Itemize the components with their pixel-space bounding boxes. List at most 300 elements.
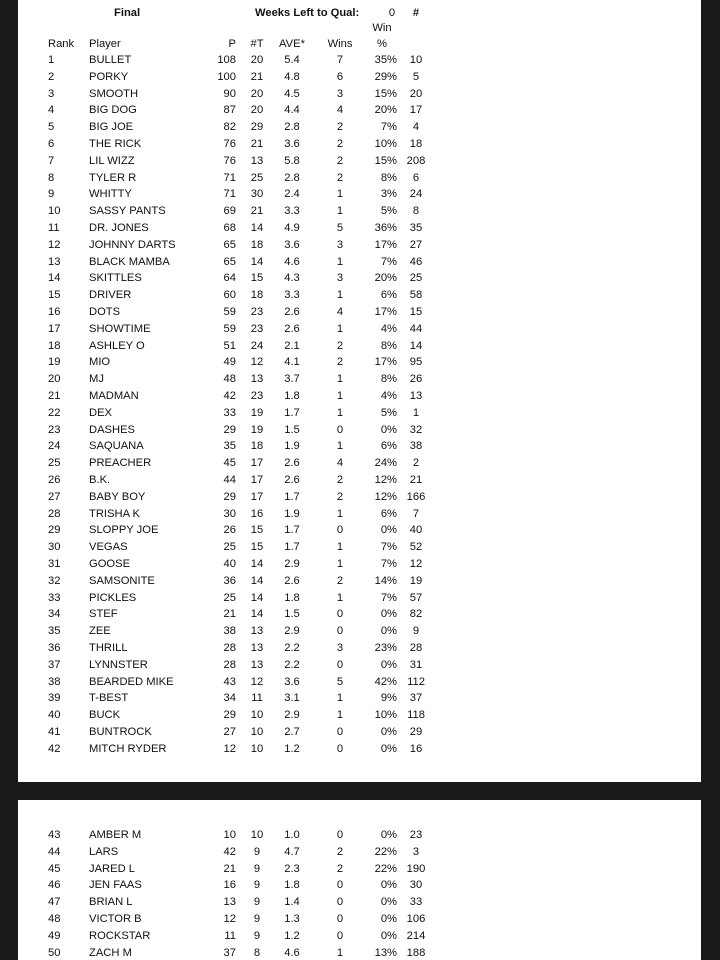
- cell-p: 49: [223, 356, 236, 369]
- win-header-top: Win: [372, 22, 392, 34]
- cell-p: 26: [223, 524, 236, 537]
- cell-p: 29: [223, 423, 236, 436]
- cell-player: JARED L: [89, 862, 136, 875]
- id-column-hash: #: [412, 7, 420, 19]
- cell-wins: 1: [336, 507, 344, 520]
- cell-t: 18: [250, 289, 264, 302]
- cell-id: 28: [409, 642, 423, 654]
- cell-wins: 1: [336, 541, 344, 554]
- cell-ave: 1.7: [284, 541, 300, 554]
- cell-rank: 37: [48, 658, 61, 671]
- cell-id: 5: [412, 70, 420, 83]
- cell-id: 20: [409, 87, 423, 100]
- points-header: P: [228, 38, 236, 50]
- cell-rank: 9: [48, 188, 55, 201]
- cell-wins: 1: [336, 289, 344, 302]
- average-header: AVE*: [279, 38, 305, 50]
- cell-ave: 4.5: [284, 87, 300, 100]
- cell-p: 43: [223, 675, 236, 688]
- cell-rank: 11: [48, 222, 60, 234]
- cell-player: TRISHA K: [89, 507, 140, 520]
- wins-header: Wins: [327, 38, 353, 50]
- cell-id: 31: [409, 658, 423, 671]
- cell-p: 82: [223, 121, 236, 134]
- cell-winpct: 5%: [380, 406, 397, 419]
- cell-id: 33: [409, 896, 423, 909]
- cell-rank: 40: [48, 709, 61, 722]
- cell-winpct: 12%: [374, 490, 397, 503]
- cell-ave: 2.8: [284, 121, 300, 134]
- cell-t: 21: [250, 70, 264, 83]
- cell-player: ZEE: [89, 625, 111, 638]
- cell-t: 10: [250, 726, 264, 738]
- cell-rank: 22: [48, 406, 61, 419]
- cell-id: 19: [409, 574, 423, 587]
- cell-wins: 4: [336, 306, 344, 318]
- cell-id: 95: [409, 356, 423, 369]
- cell-p: 21: [223, 608, 236, 621]
- cell-ave: 1.8: [284, 879, 300, 892]
- cell-rank: 15: [48, 289, 61, 302]
- cell-wins: 1: [336, 709, 344, 722]
- cell-p: 36: [223, 574, 236, 587]
- cell-rank: 41: [48, 726, 61, 738]
- cell-ave: 5.4: [284, 54, 300, 66]
- cell-id: 3: [412, 845, 420, 858]
- cell-t: 14: [250, 222, 264, 234]
- cell-rank: 27: [48, 490, 61, 503]
- cell-id: 118: [407, 709, 425, 722]
- cell-id: 8: [412, 205, 420, 218]
- cell-id: 44: [409, 322, 423, 335]
- cell-p: 65: [223, 255, 236, 268]
- cell-winpct: 22%: [374, 845, 397, 858]
- cell-wins: 1: [336, 373, 344, 386]
- cell-player: SASSY PANTS: [89, 205, 166, 218]
- cell-p: 42: [223, 845, 236, 858]
- cell-p: 51: [223, 339, 236, 352]
- cell-id: 24: [409, 188, 423, 201]
- cell-t: 20: [250, 87, 264, 100]
- cell-ave: 4.1: [284, 356, 300, 369]
- cell-winpct: 9%: [380, 692, 397, 705]
- cell-player: T-BEST: [89, 692, 129, 705]
- cell-player: LIL WIZZ: [89, 154, 135, 167]
- cell-player: THRILL: [89, 642, 128, 654]
- cell-rank: 46: [48, 879, 61, 892]
- cell-p: 16: [223, 879, 236, 892]
- cell-player: BEARDED MIKE: [89, 675, 174, 688]
- cell-winpct: 6%: [380, 507, 397, 520]
- cell-t: 13: [250, 658, 264, 671]
- tournaments-header: #T: [250, 38, 264, 50]
- cell-ave: 3.3: [284, 289, 300, 302]
- cell-p: 108: [217, 54, 236, 66]
- cell-t: 14: [250, 591, 264, 604]
- cell-id: 15: [409, 306, 423, 318]
- cell-wins: 0: [336, 423, 344, 436]
- cell-rank: 48: [48, 913, 61, 925]
- cell-p: 59: [223, 322, 236, 335]
- cell-wins: 1: [336, 188, 344, 201]
- cell-wins: 2: [336, 574, 344, 587]
- cell-rank: 17: [48, 322, 61, 335]
- cell-player: SAMSONITE: [89, 574, 155, 587]
- cell-ave: 2.6: [284, 306, 300, 318]
- cell-ave: 1.3: [284, 913, 300, 925]
- cell-t: 15: [250, 541, 264, 554]
- cell-ave: 4.9: [284, 222, 300, 234]
- cell-t: 17: [250, 474, 264, 486]
- cell-id: 13: [409, 390, 423, 402]
- cell-id: 29: [409, 726, 423, 738]
- cell-id: 58: [409, 289, 423, 302]
- cell-winpct: 7%: [380, 591, 397, 604]
- cell-p: 45: [223, 457, 236, 470]
- cell-player: LYNNSTER: [89, 658, 148, 671]
- cell-rank: 31: [48, 558, 61, 570]
- cell-player: GOOSE: [89, 558, 131, 570]
- cell-wins: 2: [336, 121, 344, 134]
- cell-p: 27: [223, 726, 236, 738]
- cell-p: 34: [223, 692, 236, 705]
- cell-wins: 0: [336, 879, 344, 892]
- cell-winpct: 7%: [380, 541, 397, 554]
- cell-p: 42: [223, 390, 236, 402]
- weeks-left-value: 0: [388, 7, 396, 19]
- cell-ave: 2.9: [284, 709, 300, 722]
- cell-id: 2: [412, 457, 420, 470]
- cell-winpct: 0%: [380, 658, 397, 671]
- cell-p: 38: [223, 625, 236, 638]
- cell-t: 15: [250, 524, 264, 537]
- cell-player: MADMAN: [89, 390, 139, 402]
- cell-winpct: 36%: [374, 222, 397, 234]
- cell-rank: 24: [48, 440, 61, 453]
- cell-id: 37: [409, 692, 423, 705]
- cell-winpct: 6%: [380, 440, 397, 453]
- cell-wins: 1: [336, 558, 344, 570]
- cell-p: 12: [223, 742, 236, 755]
- cell-id: 106: [406, 913, 426, 925]
- cell-ave: 1.9: [284, 507, 300, 520]
- cell-ave: 1.5: [284, 423, 300, 436]
- cell-t: 14: [250, 608, 264, 621]
- cell-p: 37: [223, 946, 236, 959]
- cell-t: 19: [250, 406, 264, 419]
- cell-id: 57: [409, 591, 423, 604]
- cell-winpct: 17%: [374, 356, 397, 369]
- cell-ave: 3.6: [284, 138, 300, 150]
- cell-rank: 43: [48, 829, 61, 841]
- cell-winpct: 20%: [374, 104, 397, 117]
- cell-ave: 1.2: [284, 929, 300, 942]
- cell-id: 23: [409, 829, 423, 841]
- cell-ave: 1.5: [284, 608, 300, 621]
- cell-t: 29: [250, 121, 264, 134]
- cell-winpct: 6%: [380, 289, 397, 302]
- cell-p: 59: [223, 306, 236, 318]
- cell-winpct: 0%: [380, 625, 397, 638]
- cell-winpct: 17%: [374, 306, 397, 318]
- cell-player: MITCH RYDER: [89, 742, 167, 755]
- cell-t: 13: [250, 625, 264, 638]
- cell-rank: 23: [48, 423, 61, 436]
- cell-winpct: 0%: [380, 423, 397, 436]
- cell-id: 18: [409, 138, 423, 150]
- cell-rank: 25: [48, 457, 61, 470]
- cell-player: B.K.: [89, 474, 111, 486]
- cell-wins: 2: [336, 171, 344, 184]
- cell-winpct: 10%: [374, 138, 397, 150]
- cell-winpct: 12%: [374, 474, 397, 486]
- cell-t: 9: [253, 896, 261, 909]
- cell-winpct: 15%: [374, 87, 397, 100]
- cell-player: PICKLES: [89, 591, 137, 604]
- cell-p: 30: [223, 507, 236, 520]
- cell-winpct: 0%: [380, 726, 397, 738]
- cell-player: PORKY: [89, 70, 129, 83]
- cell-player: DOTS: [89, 306, 121, 318]
- cell-t: 21: [250, 138, 264, 150]
- cell-ave: 2.4: [284, 188, 300, 201]
- cell-winpct: 42%: [374, 675, 397, 688]
- cell-t: 13: [250, 373, 264, 386]
- cell-ave: 3.3: [284, 205, 300, 218]
- cell-t: 17: [250, 457, 264, 470]
- cell-player: SMOOTH: [89, 87, 139, 100]
- cell-id: 190: [406, 862, 426, 875]
- cell-winpct: 24%: [374, 457, 397, 470]
- cell-wins: 0: [336, 929, 344, 942]
- cell-t: 15: [250, 272, 264, 285]
- cell-t: 9: [253, 862, 261, 875]
- cell-p: 35: [223, 440, 236, 453]
- cell-player: MIO: [89, 356, 111, 369]
- sheet-title: Final: [114, 7, 141, 19]
- cell-id: 112: [407, 675, 425, 688]
- cell-p: 71: [223, 188, 236, 201]
- cell-wins: 0: [336, 524, 344, 537]
- cell-t: 19: [250, 423, 264, 436]
- cell-winpct: 22%: [374, 862, 397, 875]
- cell-rank: 16: [48, 306, 61, 318]
- cell-p: 13: [223, 896, 236, 909]
- cell-wins: 2: [336, 490, 344, 503]
- cell-p: 65: [223, 238, 236, 251]
- cell-t: 14: [250, 574, 264, 587]
- cell-player: WHITTY: [89, 188, 132, 201]
- cell-wins: 0: [336, 658, 344, 671]
- cell-rank: 12: [48, 238, 61, 251]
- cell-player: BUCK: [89, 709, 121, 722]
- cell-wins: 7: [336, 54, 344, 66]
- cell-player: SLOPPY JOE: [89, 524, 159, 537]
- cell-player: LARS: [89, 845, 119, 858]
- cell-ave: 1.0: [284, 829, 300, 841]
- cell-t: 25: [250, 171, 264, 184]
- cell-p: 33: [223, 406, 236, 419]
- player-header: Player: [89, 38, 121, 50]
- cell-player: BRIAN L: [89, 896, 133, 909]
- cell-t: 10: [250, 829, 264, 841]
- cell-t: 10: [250, 742, 264, 755]
- cell-player: PREACHER: [89, 457, 152, 470]
- cell-wins: 0: [336, 726, 344, 738]
- cell-ave: 4.3: [284, 272, 300, 285]
- cell-wins: 2: [336, 356, 344, 369]
- cell-rank: 30: [48, 541, 61, 554]
- cell-p: 44: [223, 474, 236, 486]
- cell-rank: 28: [48, 507, 61, 520]
- cell-wins: 4: [336, 457, 344, 470]
- cell-winpct: 0%: [380, 929, 397, 942]
- cell-rank: 47: [48, 896, 61, 909]
- cell-ave: 2.8: [284, 171, 300, 184]
- cell-id: 14: [409, 339, 423, 352]
- cell-rank: 4: [48, 104, 55, 117]
- cell-wins: 2: [336, 339, 344, 352]
- cell-id: 32: [409, 423, 423, 436]
- cell-p: 10: [223, 829, 236, 841]
- cell-ave: 1.8: [284, 591, 300, 604]
- cell-wins: 1: [336, 946, 344, 959]
- cell-t: 14: [250, 558, 264, 570]
- cell-wins: 6: [336, 70, 344, 83]
- cell-t: 23: [250, 306, 264, 318]
- cell-id: 166: [406, 490, 426, 503]
- cell-wins: 3: [336, 642, 344, 654]
- cell-rank: 34: [48, 608, 61, 621]
- cell-ave: 2.6: [284, 322, 300, 335]
- cell-id: 188: [406, 946, 426, 959]
- cell-rank: 42: [48, 742, 61, 755]
- cell-player: BABY BOY: [89, 490, 146, 503]
- cell-winpct: 7%: [380, 121, 397, 134]
- cell-ave: 2.3: [284, 862, 300, 875]
- cell-winpct: 0%: [380, 524, 397, 537]
- cell-t: 12: [250, 356, 264, 369]
- cell-p: 11: [224, 929, 236, 942]
- cell-rank: 49: [48, 929, 61, 942]
- cell-ave: 2.2: [284, 658, 300, 671]
- cell-id: 21: [409, 474, 423, 486]
- cell-rank: 32: [48, 574, 61, 587]
- cell-id: 208: [406, 154, 426, 167]
- cell-ave: 2.1: [284, 339, 300, 352]
- cell-wins: 1: [336, 406, 344, 419]
- cell-t: 9: [253, 845, 261, 858]
- cell-player: BULLET: [89, 54, 132, 66]
- cell-p: 69: [223, 205, 236, 218]
- cell-winpct: 15%: [374, 154, 397, 167]
- cell-winpct: 4%: [380, 390, 397, 402]
- cell-t: 13: [250, 642, 264, 654]
- cell-rank: 50: [48, 946, 61, 959]
- cell-t: 9: [253, 929, 261, 942]
- cell-t: 18: [250, 440, 264, 453]
- cell-player: DEX: [89, 406, 113, 419]
- cell-p: 71: [223, 171, 236, 184]
- cell-id: 27: [409, 238, 423, 251]
- cell-ave: 1.7: [284, 406, 300, 419]
- cell-ave: 3.7: [284, 373, 300, 386]
- cell-id: 9: [412, 625, 420, 638]
- cell-ave: 4.7: [284, 845, 300, 858]
- cell-id: 82: [409, 608, 423, 621]
- cell-p: 48: [223, 373, 236, 386]
- cell-p: 28: [223, 658, 236, 671]
- cell-ave: 2.9: [284, 625, 300, 638]
- cell-player: THE RICK: [89, 138, 142, 150]
- cell-t: 9: [253, 879, 261, 892]
- standings-sheet-page-2: [18, 800, 701, 960]
- cell-player: MJ: [89, 373, 104, 386]
- cell-player: ZACH M: [89, 946, 132, 959]
- cell-player: SAQUANA: [89, 440, 144, 453]
- cell-ave: 1.9: [284, 440, 300, 453]
- cell-wins: 2: [336, 845, 344, 858]
- cell-t: 18: [250, 238, 264, 251]
- cell-p: 25: [223, 591, 236, 604]
- cell-wins: 5: [336, 675, 344, 688]
- cell-wins: 2: [336, 138, 344, 150]
- cell-p: 100: [217, 70, 236, 83]
- cell-p: 68: [223, 222, 236, 234]
- cell-player: JOHNNY DARTS: [89, 238, 176, 251]
- cell-p: 25: [223, 541, 236, 554]
- cell-id: 214: [406, 929, 426, 942]
- cell-wins: 0: [336, 896, 344, 909]
- cell-id: 40: [409, 524, 423, 537]
- cell-wins: 0: [336, 742, 344, 755]
- cell-rank: 29: [48, 524, 61, 537]
- cell-p: 87: [223, 104, 236, 117]
- cell-rank: 8: [48, 171, 55, 184]
- cell-rank: 36: [48, 642, 61, 654]
- cell-wins: 1: [336, 255, 344, 268]
- cell-id: 30: [409, 879, 423, 892]
- cell-t: 16: [250, 507, 264, 520]
- cell-t: 23: [250, 322, 264, 335]
- cell-player: BUNTROCK: [89, 726, 152, 738]
- cell-winpct: 0%: [380, 829, 397, 841]
- cell-rank: 2: [48, 70, 55, 83]
- cell-p: 12: [223, 913, 236, 925]
- cell-wins: 5: [336, 222, 344, 234]
- cell-ave: 4.4: [284, 104, 300, 117]
- cell-player: AMBER M: [89, 829, 142, 841]
- cell-ave: 3.6: [284, 238, 300, 251]
- cell-winpct: 0%: [380, 879, 397, 892]
- cell-winpct: 0%: [380, 608, 397, 621]
- cell-winpct: 13%: [374, 946, 397, 959]
- cell-player: DASHES: [89, 423, 136, 436]
- cell-rank: 20: [48, 373, 61, 386]
- cell-winpct: 10%: [374, 709, 397, 722]
- cell-ave: 2.6: [284, 474, 300, 486]
- win-pct-header: %: [377, 38, 387, 50]
- cell-wins: 1: [336, 390, 344, 402]
- cell-id: 17: [409, 104, 423, 117]
- cell-id: 6: [412, 171, 420, 184]
- cell-wins: 0: [336, 625, 344, 638]
- cell-rank: 10: [48, 205, 61, 218]
- cell-wins: 0: [336, 829, 344, 841]
- cell-wins: 4: [336, 104, 344, 117]
- cell-player: JEN FAAS: [89, 879, 142, 892]
- cell-winpct: 0%: [380, 742, 397, 755]
